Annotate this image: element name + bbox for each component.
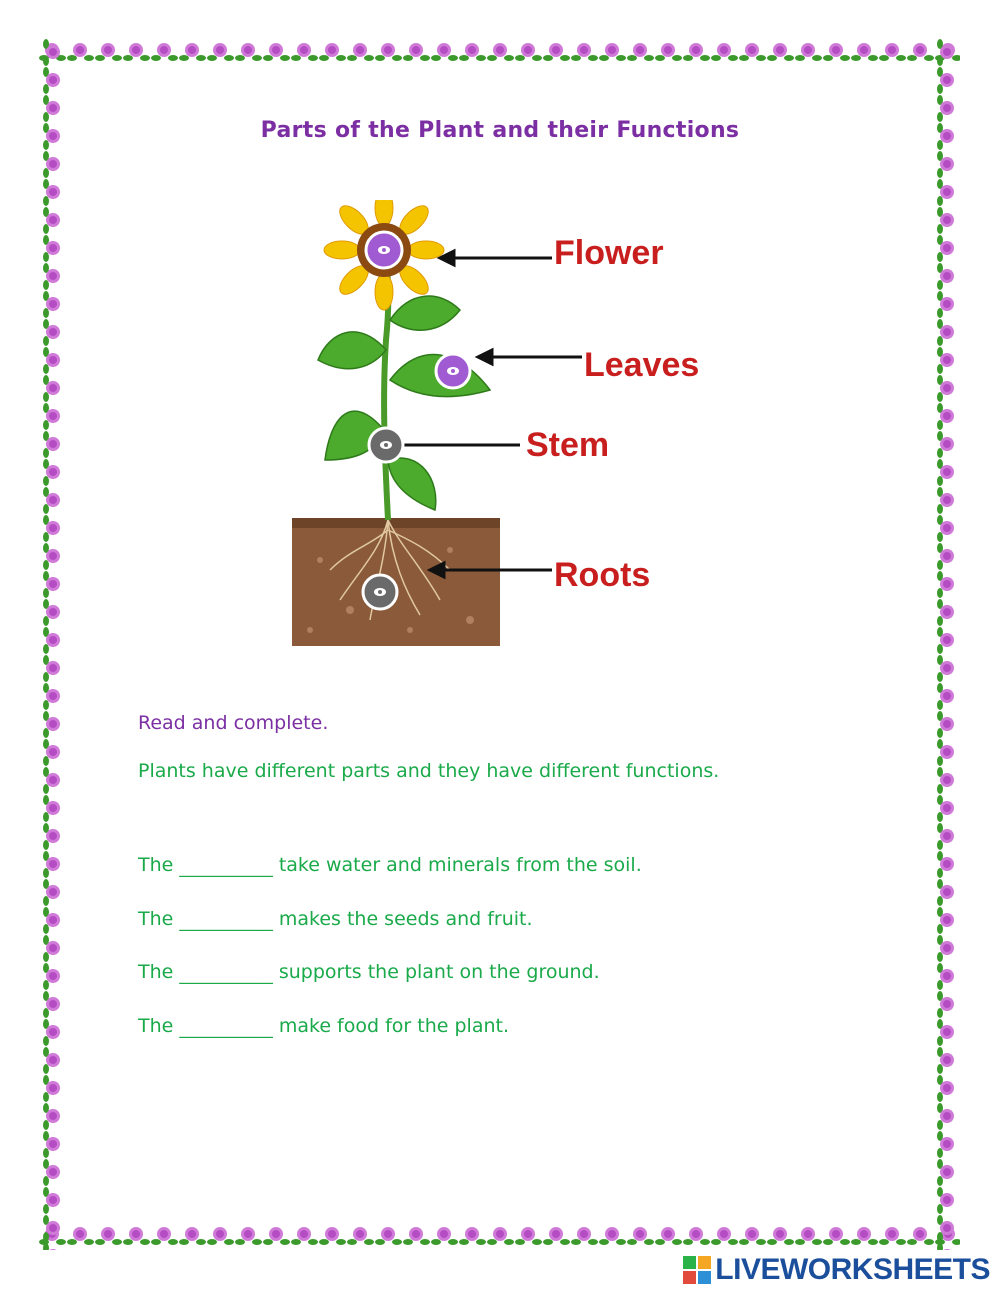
flower-border-top xyxy=(38,38,960,66)
question-tail: take water and minerals from the soil. xyxy=(278,854,642,876)
label-stem: Stem xyxy=(526,426,610,464)
label-flower: Flower xyxy=(554,234,664,272)
leaves-illustration xyxy=(318,296,490,510)
question-tail: make food for the plant. xyxy=(278,1015,509,1037)
soil-illustration xyxy=(292,518,500,646)
question-lead: The xyxy=(138,961,174,983)
label-roots: Roots xyxy=(554,556,651,594)
answer-blank-1[interactable]: ___________ xyxy=(179,858,273,878)
question-lead: The xyxy=(138,908,174,930)
flower-border-left xyxy=(38,38,66,1250)
question-4 xyxy=(138,1015,509,1039)
question-1 xyxy=(138,854,642,878)
hotspot-leaves-eye-icon[interactable] xyxy=(436,354,470,388)
question-3 xyxy=(138,961,600,985)
liveworksheets-logo xyxy=(683,1252,990,1288)
liveworksheets-logo-icon xyxy=(683,1256,711,1284)
flower-border-bottom xyxy=(38,1222,960,1250)
hotspot-stem-eye-icon[interactable] xyxy=(369,428,403,462)
answer-blank-4[interactable]: ___________ xyxy=(179,1019,273,1039)
hotspot-roots-eye-icon[interactable] xyxy=(363,575,397,609)
hotspot-flower-eye-icon[interactable] xyxy=(366,232,402,268)
question-tail: makes the seeds and fruit. xyxy=(278,908,533,930)
logo-wordmark: LIVEWORKSHEETS xyxy=(715,1253,990,1286)
answer-blank-2[interactable]: ___________ xyxy=(179,912,273,932)
worksheet-title: Parts of the Plant and their Functions xyxy=(260,118,740,143)
question-tail: supports the plant on the ground. xyxy=(278,961,600,983)
question-2 xyxy=(138,908,533,932)
question-lead: The xyxy=(138,1015,174,1037)
label-leaves: Leaves xyxy=(584,346,700,384)
plant-diagram xyxy=(290,200,710,650)
intro-text: Plants have different parts and they have different functions. xyxy=(138,760,720,782)
flower-border-right xyxy=(932,38,960,1250)
answer-blank-3[interactable]: ___________ xyxy=(179,965,273,985)
instruction-text: Read and complete. xyxy=(138,712,329,734)
question-lead: The xyxy=(138,854,174,876)
